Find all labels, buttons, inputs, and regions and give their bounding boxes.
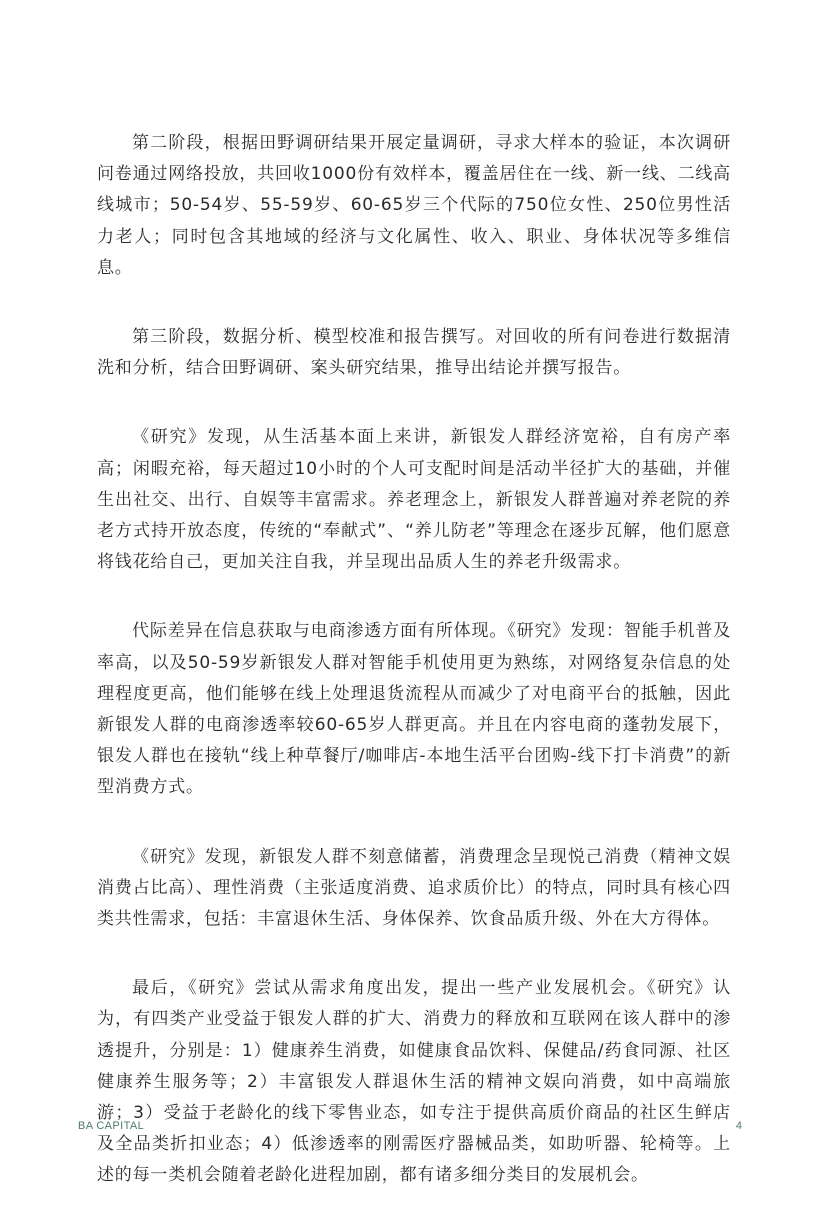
document-body <box>97 128 731 1230</box>
paragraph-stage-two: 第二阶段，根据田野调研结果开展定量调研，寻求大样本的验证，本次调研问卷通过网络投放，共回收1000份有效样本，覆盖居住在一线、新一线、二线高线城市；50-54岁、55-59岁、60-65岁三个代际的750位女性、250位男性活力老人；同时包含其地域的经济与文化属性、收入、职业、身体状况等多维信息。 <box>97 133 731 278</box>
paragraph-consumption-concepts: 《研究》发现，新银发人群不刻意储蓄，消费理念呈现悦己消费（精神文娱消费占比高）、理性消费（主张适度消费、追求质价比）的特点，同时具有核心四类共性需求，包括：丰富退休生活、身体保养、饮食品质升级、外在大方得体。 <box>97 846 731 930</box>
paragraph-generational-differences: 代际差异在信息获取与电商渗透方面有所体现。《研究》发现：智能手机普及率高，以及50-59岁新银发人群对智能手机使用更为熟练，对网络复杂信息的处理程度更高，他们能够在线上处理退货流程从而减少了对电商平台的抵触，因此新银发人群的电商渗透率较60-65岁人群更高。并且在内容电商的蓬勃发展下，银发人群也在接轨“线上种草餐厅/咖啡店-本地生活平台团购-线下打卡消费”的新型消费方式。 <box>97 621 731 798</box>
page-number: 4 <box>735 1120 742 1132</box>
paragraph-stage-three: 第三阶段，数据分析、模型校准和报告撰写。对回收的所有问卷进行数据清洗和分析，结合田野调研、案头研究结果，推导出结论并撰写报告。 <box>97 327 731 379</box>
paragraph-lifestyle-findings: 《研究》发现，从生活基本面上来讲，新银发人群经济宽裕，自有房产率高；闲暇充裕，每天超过10小时的个人可支配时间是活动半径扩大的基础，并催生出社交、出行、自娱等丰富需求。养老理念上，新银发人群普遍对养老院的养老方式持开放态度，传统的“奉献式”、“养儿防老”等理念在逐步瓦解，他们愿意将钱花给自己，更加关注自我，并呈现出品质人生的养老升级需求。 <box>97 427 731 573</box>
paragraph-industry-opportunities: 最后，《研究》尝试从需求角度出发，提出一些产业发展机会。《研究》认为，有四类产业受益于银发人群的扩大、消费力的释放和互联网在该人群中的渗透提升，分别是：1）健康养生消费，如健康食品饮料、保健品/药食同源、社区健康养生服务等；2）丰富银发人群退休生活的精神文娱向消费，如中高端旅游；3）受益于老龄化的线下零售业态，如专注于提供高质价商品的社区生鲜店及全品类折扣业态；4）低渗透率的刚需医疗器械品类，如助听器、轮椅等。上述的每一类机会随着老龄化进程加剧，都有诸多细分类目的发展机会。 <box>97 978 731 1186</box>
footer-brand: BA CAPITAL <box>78 1120 145 1132</box>
